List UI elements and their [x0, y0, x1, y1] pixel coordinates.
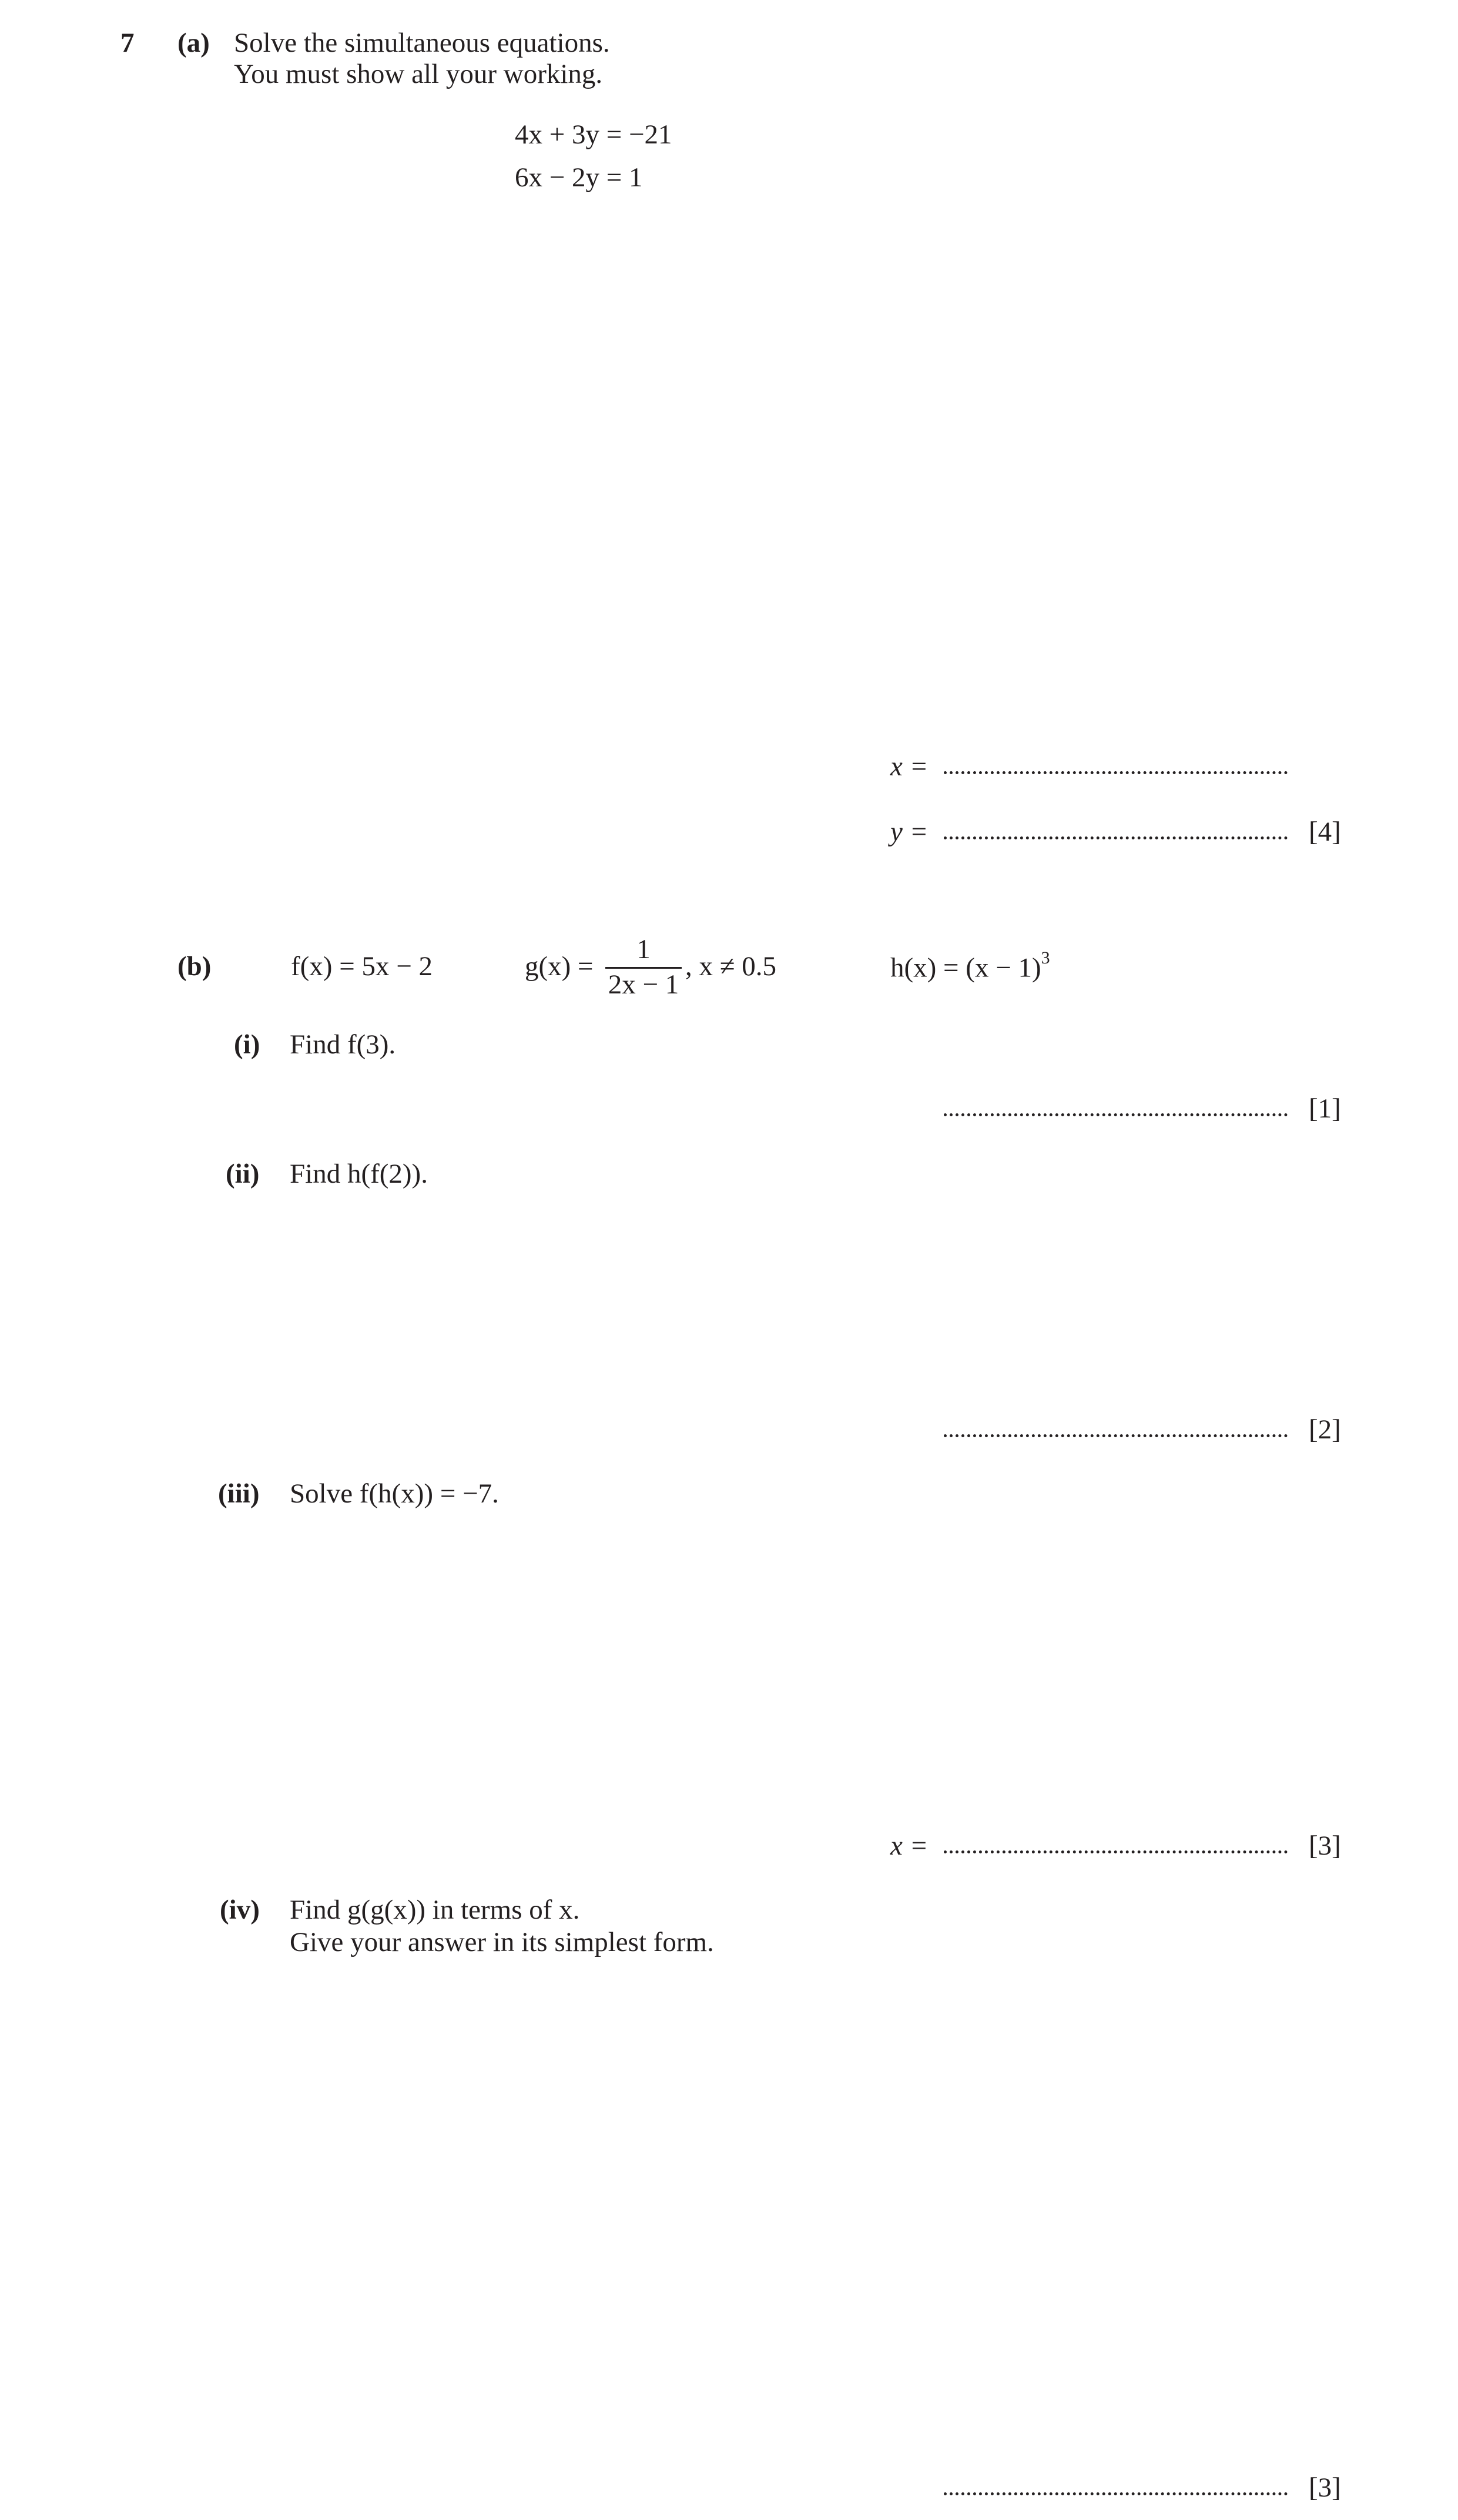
part-a-label: (a) — [177, 28, 210, 58]
sub-iii-text: Solve f(h(x)) = −7. — [290, 1478, 499, 1509]
function-h-definition — [890, 948, 1050, 983]
equation-2: 6x − 2y = 1 — [515, 162, 643, 193]
function-h-exponent: 3 — [1041, 948, 1050, 968]
sub-ii-marks: [2] — [1309, 1414, 1341, 1445]
sub-i-text: Find f(3). — [290, 1029, 396, 1060]
sub-iv-marks: [3] — [1309, 2472, 1341, 2503]
sub-iii-answer-label: x = — [890, 1830, 929, 1861]
question-number: 7 — [120, 28, 135, 58]
sub-iv-answer-line[interactable] — [944, 2492, 1288, 2495]
answer-x-label: x = — [890, 751, 929, 782]
function-g-numerator: 1 — [636, 934, 651, 965]
function-g-denominator: 2x − 1 — [608, 969, 679, 1000]
answer-y-label: y = — [890, 816, 929, 847]
answer-x-line[interactable] — [944, 771, 1288, 774]
sub-ii-label: (ii) — [226, 1159, 260, 1189]
sub-iv-label: (iv) — [220, 1895, 260, 1925]
part-b-label: (b) — [177, 951, 212, 982]
sub-i-marks: [1] — [1309, 1093, 1341, 1124]
function-h-base: h(x) = (x − 1) — [890, 952, 1041, 983]
part-a-instruction-1: Solve the simultaneous equations. — [234, 28, 610, 58]
answer-y-line[interactable] — [944, 836, 1288, 839]
sub-i-label: (i) — [234, 1029, 260, 1060]
function-g-condition: , x ≠ 0.5 — [685, 951, 777, 982]
sub-iii-label: (iii) — [218, 1478, 260, 1509]
function-g-fraction — [605, 936, 682, 999]
function-f-definition: f(x) = 5x − 2 — [291, 951, 433, 982]
part-a-marks: [4] — [1309, 816, 1341, 847]
sub-i-answer-line[interactable] — [944, 1113, 1288, 1116]
part-a-instruction-2: You must show all your working. — [234, 59, 603, 89]
sub-ii-text: Find h(f(2)). — [290, 1159, 428, 1189]
sub-iv-text-2: Give your answer in its simplest form. — [290, 1927, 714, 1957]
sub-ii-answer-line[interactable] — [944, 1434, 1288, 1437]
sub-iii-marks: [3] — [1309, 1830, 1341, 1861]
function-g-prefix: g(x) = — [525, 951, 594, 982]
fraction-bar — [605, 967, 682, 969]
equation-1: 4x + 3y = −21 — [515, 119, 672, 150]
sub-iii-answer-line[interactable] — [944, 1850, 1288, 1853]
sub-iv-text-1: Find g(g(x)) in terms of x. — [290, 1895, 580, 1925]
